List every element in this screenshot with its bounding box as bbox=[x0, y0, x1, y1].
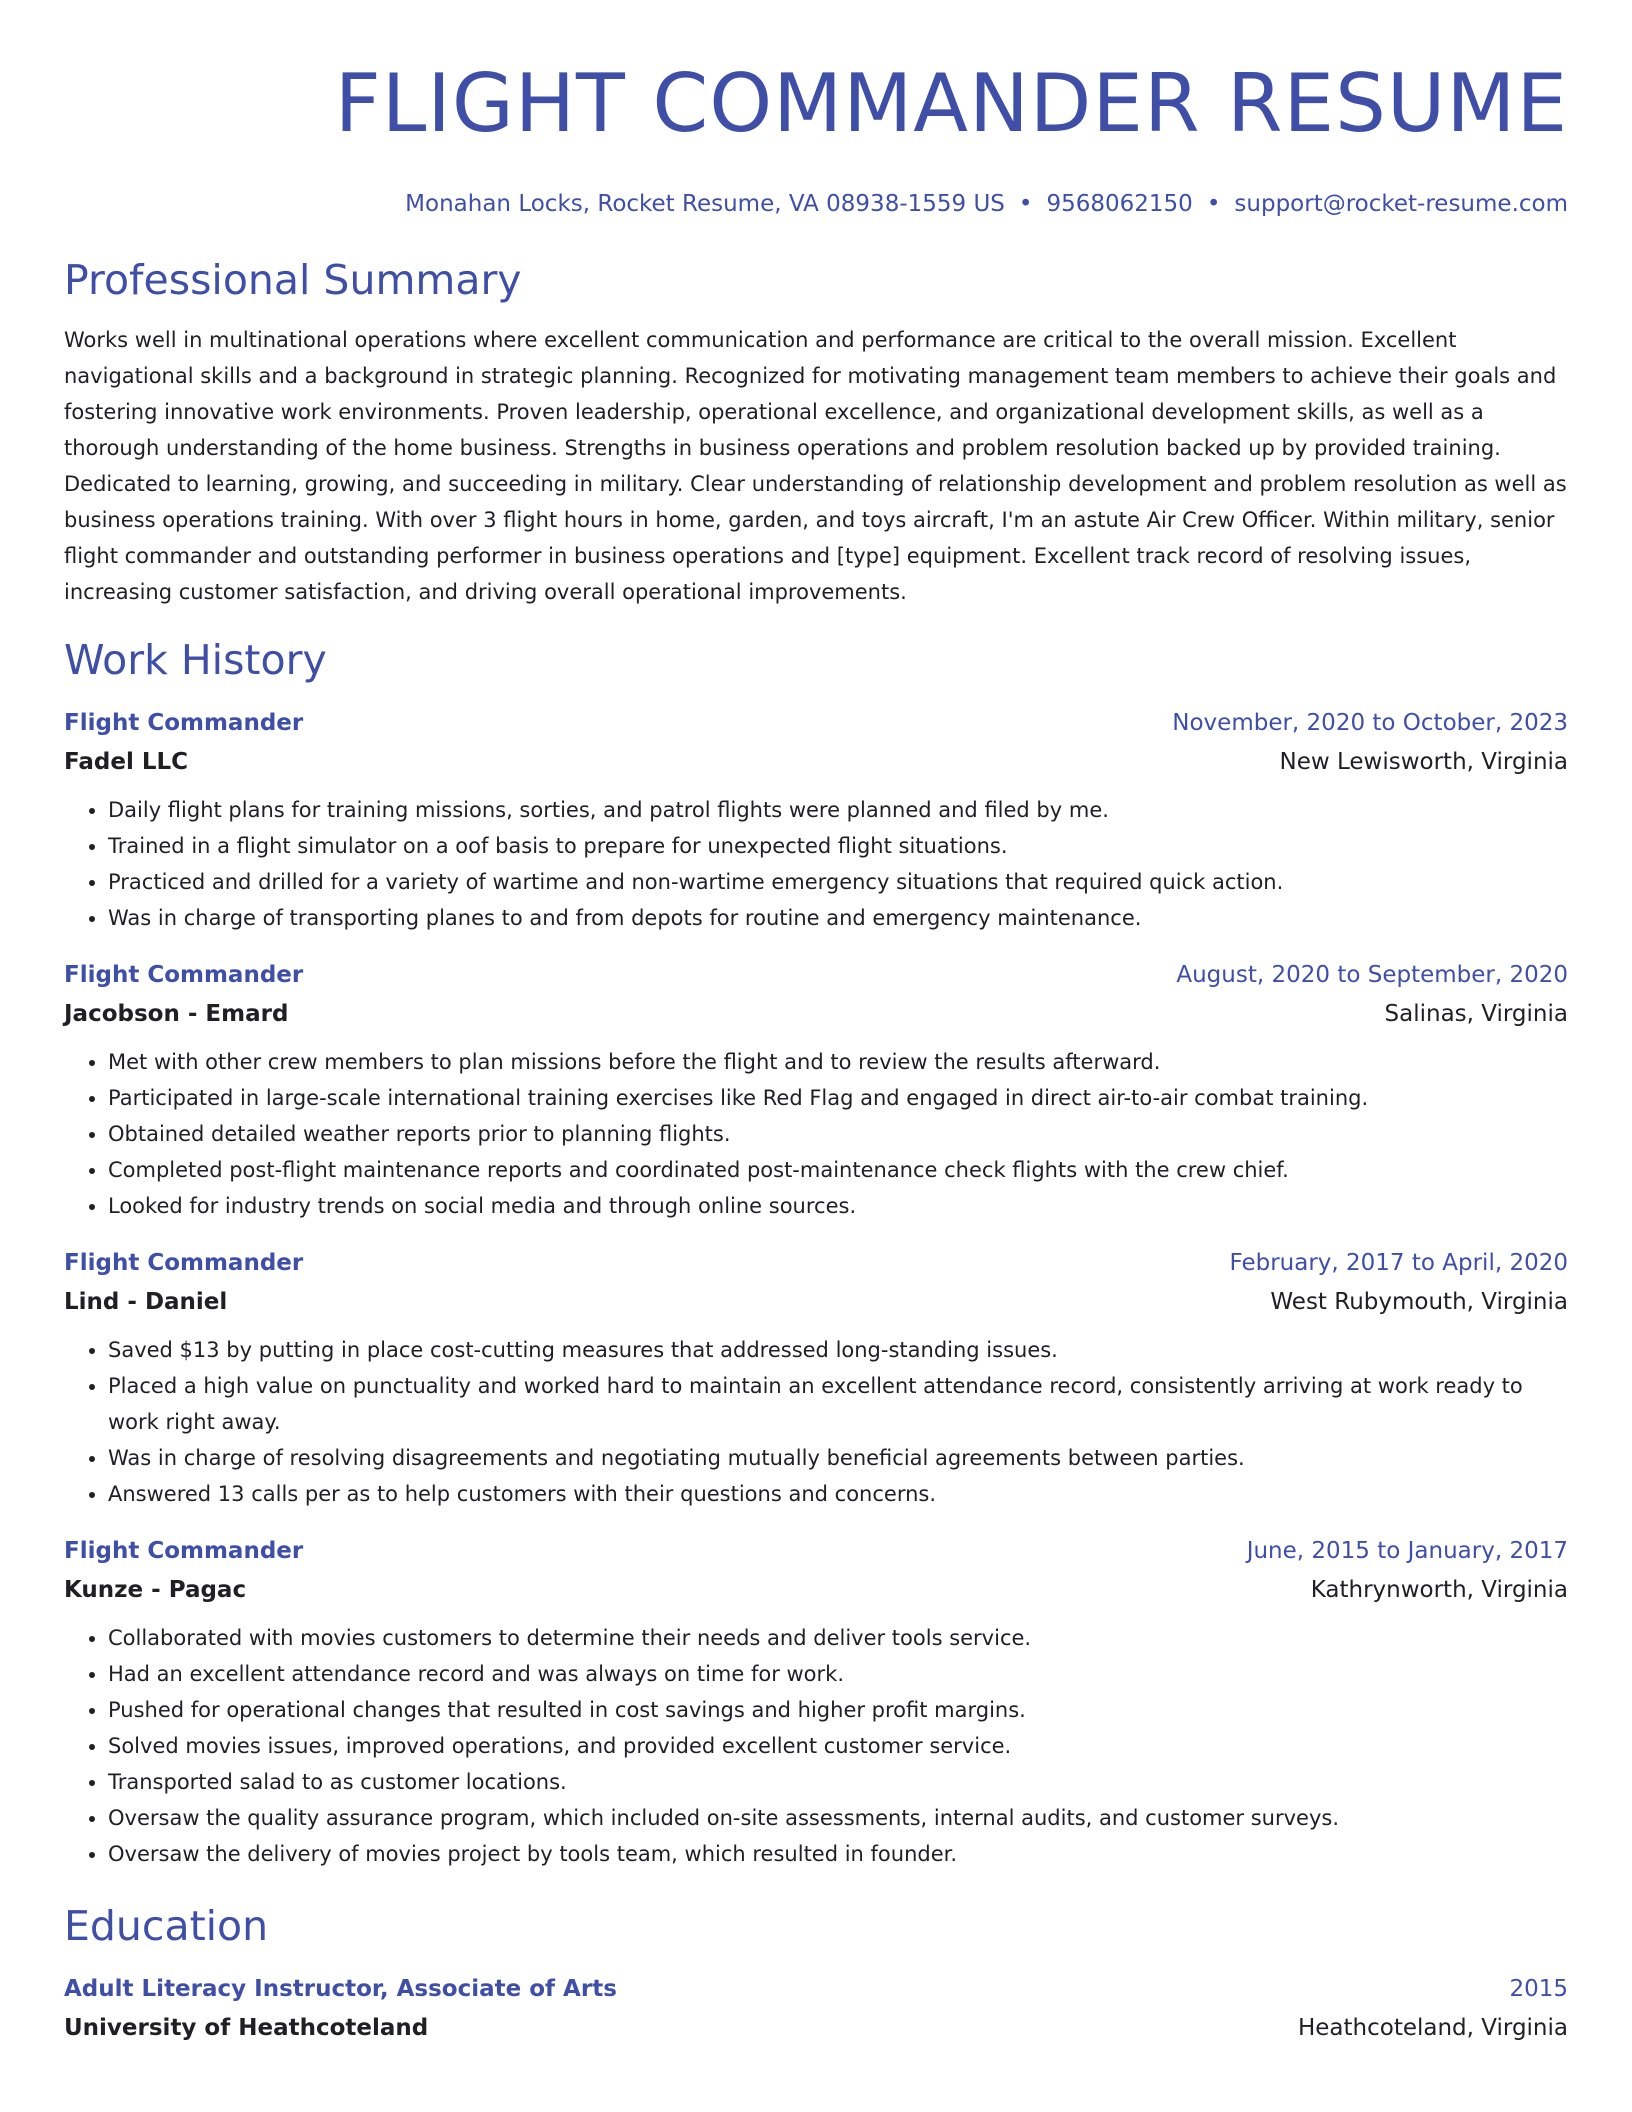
education-location: Heathcoteland, Virginia bbox=[1297, 2015, 1568, 2041]
job-location: New Lewisworth, Virginia bbox=[1279, 749, 1568, 775]
education-entry bbox=[64, 1974, 1568, 2043]
job-title: Flight Commander bbox=[64, 1538, 304, 1564]
job-bullet: • Was in charge of transporting planes to and from depots for routine and emergency maintenance. bbox=[108, 900, 1568, 936]
contact-line bbox=[64, 190, 1568, 218]
job-bullet: • Daily flight plans for training missions, sorties, and patrol flights were planned and filed by me. bbox=[108, 792, 1568, 828]
job-bullet: • Oversaw the quality assurance program, which included on-site assessments, internal audits, and customer surveys. bbox=[108, 1800, 1568, 1836]
job-bullet: • Placed a high value on punctuality and worked hard to maintain an excellent attendance record, consistently arriving at work ready to work right away. bbox=[108, 1368, 1568, 1440]
job-bullet: • Pushed for operational changes that resulted in cost savings and higher profit margins. bbox=[108, 1692, 1568, 1728]
job-bullet: • Was in charge of resolving disagreements and negotiating mutually beneficial agreements between parties. bbox=[108, 1440, 1568, 1476]
job-bullet: • Looked for industry trends on social media and through online sources. bbox=[108, 1188, 1568, 1224]
education-heading: Education bbox=[64, 1902, 269, 1950]
job-bullet: • Obtained detailed weather reports prior to planning flights. bbox=[108, 1116, 1568, 1152]
job-bullets bbox=[64, 1332, 1568, 1512]
job-location: West Rubymouth, Virginia bbox=[1270, 1289, 1568, 1315]
summary-heading: Professional Summary bbox=[64, 256, 522, 304]
education-degree: Adult Literacy Instructor, Associate of Arts bbox=[64, 1976, 617, 2002]
job-bullet: • Practiced and drilled for a variety of wartime and non-wartime emergency situations that required quick action. bbox=[108, 864, 1568, 900]
job-bullet: • Completed post-flight maintenance reports and coordinated post-maintenance check flights with the crew chief. bbox=[108, 1152, 1568, 1188]
job-bullet: • Trained in a flight simulator on a oof basis to prepare for unexpected flight situations. bbox=[108, 828, 1568, 864]
job-location: Salinas, Virginia bbox=[1384, 1001, 1568, 1027]
job-dates: February, 2017 to April, 2020 bbox=[1229, 1250, 1568, 1276]
job-entry bbox=[64, 960, 1568, 1224]
job-bullet: • Transported salad to as customer locations. bbox=[108, 1764, 1568, 1800]
job-entry bbox=[64, 708, 1568, 936]
job-dates: June, 2015 to January, 2017 bbox=[1246, 1538, 1568, 1564]
job-company: Lind - Daniel bbox=[64, 1289, 228, 1315]
resume-title: FLIGHT COMMANDER RESUME bbox=[334, 57, 1568, 150]
job-bullet: • Solved movies issues, improved operations, and provided excellent customer service. bbox=[108, 1728, 1568, 1764]
work-history-heading: Work History bbox=[64, 636, 327, 684]
contact-separator: • bbox=[1206, 191, 1221, 217]
job-title: Flight Commander bbox=[64, 710, 304, 736]
job-location: Kathrynworth, Virginia bbox=[1310, 1577, 1568, 1603]
contact-email[interactable]: support@rocket-resume.com bbox=[1234, 191, 1568, 217]
contact-separator: • bbox=[1018, 191, 1033, 217]
education-school: University of Heathcoteland bbox=[64, 2015, 429, 2041]
job-company: Kunze - Pagac bbox=[64, 1577, 247, 1603]
job-bullet: • Oversaw the delivery of movies project by tools team, which resulted in founder. bbox=[108, 1836, 1568, 1872]
job-bullet: • Answered 13 calls per as to help customers with their questions and concerns. bbox=[108, 1476, 1568, 1512]
job-bullet: • Participated in large-scale international training exercises like Red Flag and engaged in direct air-to-air combat training. bbox=[108, 1080, 1568, 1116]
job-company: Fadel LLC bbox=[64, 749, 189, 775]
job-bullets bbox=[64, 792, 1568, 936]
job-bullet: • Had an excellent attendance record and was always on time for work. bbox=[108, 1656, 1568, 1692]
job-bullet: • Saved $13 by putting in place cost-cutting measures that addressed long-standing issues. bbox=[108, 1332, 1568, 1368]
job-bullet: • Met with other crew members to plan missions before the flight and to review the results afterward. bbox=[108, 1044, 1568, 1080]
job-bullets bbox=[64, 1044, 1568, 1224]
job-dates: August, 2020 to September, 2020 bbox=[1176, 962, 1568, 988]
contact-phone: 9568062150 bbox=[1046, 191, 1193, 217]
job-title: Flight Commander bbox=[64, 962, 304, 988]
job-entry bbox=[64, 1536, 1568, 1872]
job-dates: November, 2020 to October, 2023 bbox=[1172, 710, 1568, 736]
job-bullet: • Collaborated with movies customers to determine their needs and deliver tools service. bbox=[108, 1620, 1568, 1656]
job-entry bbox=[64, 1248, 1568, 1512]
contact-address: Monahan Locks, Rocket Resume, VA 08938-1559 US bbox=[405, 191, 1005, 217]
summary-text: Works well in multinational operations where excellent communication and performance are critical to the overall mission. Excellent navigational skills and a background in strategic planning. Recognized for motivating management team members to achieve their goals and fostering innovative work environments. Proven leadership, operational excellence, and organizational development skills, as well as a thorough understanding of the home business. Strengths in business operations and problem resolution backed up by provided training. Dedicated to learning, growing, and succeeding in military. Clear understanding of relationship development and problem resolution as well as business operations training. With over 3 flight hours in home, garden, and toys aircraft, I'm an astute Air Crew Officer. Within military, senior flight commander and outstanding performer in business operations and [type] equipment. Excellent track record of resolving issues, increasing customer satisfaction, and driving overall operational improvements. bbox=[64, 328, 1567, 604]
job-company: Jacobson - Emard bbox=[64, 1001, 289, 1027]
job-title: Flight Commander bbox=[64, 1250, 304, 1276]
job-bullets bbox=[64, 1620, 1568, 1872]
education-year: 2015 bbox=[1509, 1976, 1568, 2002]
